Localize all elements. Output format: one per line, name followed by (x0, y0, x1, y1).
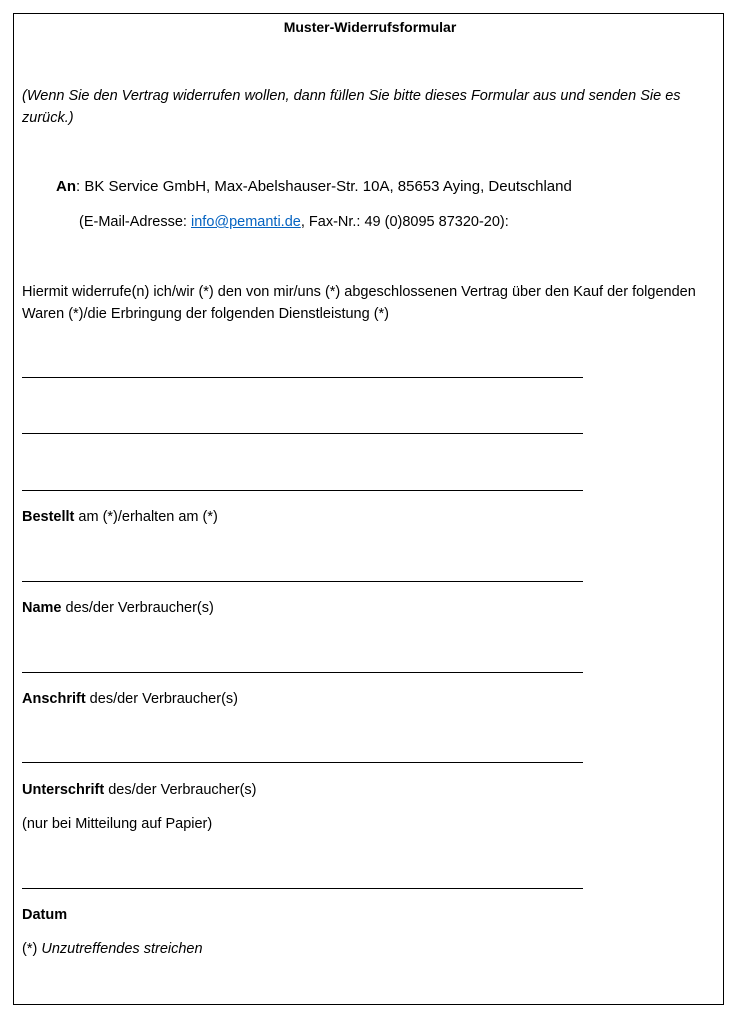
ordered-field-label (22, 507, 218, 527)
signature-line[interactable] (22, 888, 583, 889)
address-field-label (22, 689, 238, 709)
signature-label-rest: des/der Verbraucher(s) (104, 782, 257, 798)
address-label-bold: Anschrift (22, 691, 86, 707)
recipient-address: : BK Service GmbH, Max-Abelshauser-Str. 10A, 85653 Aying, Deutschland (76, 178, 572, 195)
name-label-rest: des/der Verbraucher(s) (61, 600, 214, 616)
recipient-label: An (56, 178, 76, 195)
recipient-line (56, 177, 572, 197)
goods-line-3[interactable] (22, 490, 583, 491)
address-line[interactable] (22, 762, 583, 763)
name-line[interactable] (22, 672, 583, 673)
contact-prefix: (E-Mail-Adresse: (79, 214, 191, 230)
signature-label-bold: Unterschrift (22, 782, 105, 798)
form-title: Muster-Widerrufsformular (283, 19, 457, 35)
name-label-bold: Name (22, 600, 62, 616)
goods-line-2[interactable] (22, 433, 583, 434)
ordered-date-line[interactable] (22, 581, 583, 582)
intro-text: (Wenn Sie den Vertrag widerrufen wollen, dann füllen Sie bitte dieses Formular aus und senden Sie es zurück.) (22, 88, 681, 126)
goods-line-1[interactable] (22, 377, 583, 378)
name-field-label (22, 598, 214, 618)
ordered-label-rest: am (*)/erhalten am (*) (74, 509, 218, 525)
footnote (22, 939, 203, 959)
date-field-label: Datum (22, 907, 68, 923)
contact-fax: , Fax-Nr.: 49 (0)8095 87320-20): (300, 214, 509, 230)
footnote-text: Unzutreffendes streichen (41, 941, 203, 957)
address-label-rest: des/der Verbraucher(s) (85, 691, 238, 707)
contact-line (79, 212, 509, 232)
signature-note: (nur bei Mitteilung auf Papier) (22, 816, 213, 832)
signature-field-label (22, 780, 257, 800)
email-link[interactable]: info@pemanti.de (191, 214, 301, 230)
declaration-text: Hiermit widerrufe(n) ich/wir (*) den von mir/uns (*) abgeschlossenen Vertrag über den Kauf der folgenden Waren (*)/die Erbringung der folgenden Dienstleistung (*) (22, 284, 696, 322)
ordered-label-bold: Bestellt (22, 509, 75, 525)
footnote-marker: (*) (22, 941, 42, 957)
